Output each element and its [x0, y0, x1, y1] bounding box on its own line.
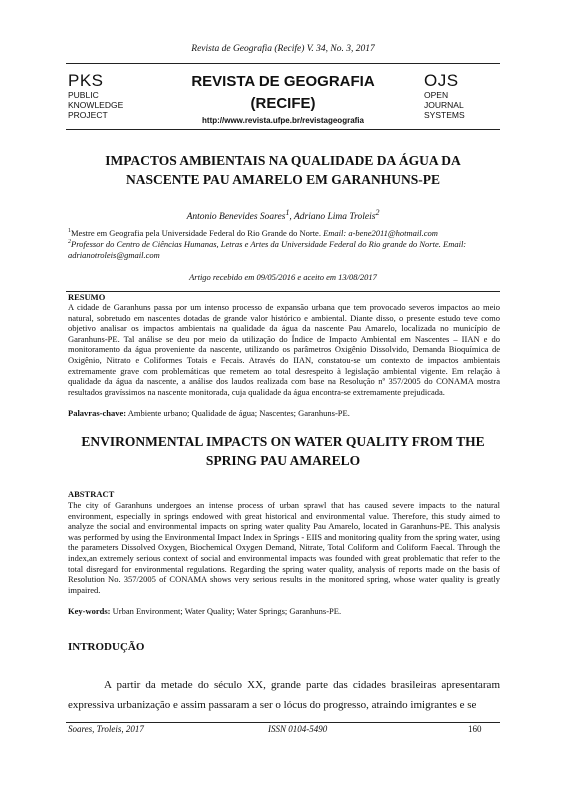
resumo-text: A cidade de Garanhuns passa por um intenso processo de expansão urbana que tem provocado severos impactos ao meio natural, sobretudo em nascentes dotadas de grande valor histórico e ambiental. Diante disso, o presente estudo teve como objetivo analisar os impactos ambientais na qualidade da água da nascente Pau Amarelo, localizada no município de Garanhuns-PE. Tal análise se deu por meio da utilização do Índice de Impacto Ambiental em Nascentes – IIAN e do monitoramento da água proveniente da nascente, utilizando os parâmetros Oxigênio Dissolvido, Demanda Bioquímica de Oxigênio, Nitrato e Coliformes Totais e Fecais. Através do IIAN, constatou-se um contexto de impactos ambientais extremamente grave com problemáticas que remetem ao total desrespeito à legislação ambiental vigente. Em relação à qualidade da água da nascente, a análise dos laudos realizada com base na Resolução nº 357/2005 do CONAMA mostra resultados gravíssimos na nascente monitorada, cuja qualidade da água encontra-se extremamente prejudicada. — [68, 302, 500, 397]
article-title-pt — [60, 151, 506, 189]
keywords-label: Key-words: — [68, 606, 111, 616]
article-title-pt-line1: IMPACTOS AMBIENTAIS NA QUALIDADE DA ÁGUA DA — [105, 153, 461, 168]
ojs-logo — [424, 72, 465, 120]
affiliation-2 — [68, 237, 500, 261]
footer-citation: Soares, Troleis, 2017 — [68, 724, 144, 734]
journal-citation: Revista de Geografia (Recife) V. 34, No. 3, 2017 — [191, 44, 375, 54]
keywords-text: Urban Environment; Water Quality; Water Springs; Garanhuns-PE. — [110, 606, 342, 616]
keywords — [68, 606, 500, 617]
received-date: Artigo recebido em 09/05/2016 e aceito em 13/08/2017 — [189, 272, 377, 282]
pkp-logo — [68, 72, 123, 120]
author-separator: , — [289, 212, 294, 223]
intro-heading: INTRODUÇÃO — [68, 641, 145, 653]
affiliation-2-marker: 2 — [68, 239, 71, 245]
authors-line — [0, 208, 566, 222]
pkp-logo-line: KNOWLEDGE — [68, 100, 124, 110]
pkp-logo-line: PROJECT — [68, 110, 108, 120]
resumo-rule — [66, 291, 500, 292]
ojs-logo-line: JOURNAL — [424, 100, 464, 110]
journal-url-link[interactable]: http://www.revista.ufpe.br/revistageografia — [202, 116, 364, 125]
journal-title — [160, 71, 406, 115]
author-1-marker: 1 — [285, 208, 290, 217]
article-title-en-line1: ENVIRONMENTAL IMPACTS ON WATER QUALITY FROM THE — [81, 434, 485, 449]
abstract-text: The city of Garanhuns undergoes an intense process of urban sprawl that has caused severe impacts to the natural environment, especially in springs endowed with great historical and environmental value. Therefore, this study aimed to analyze the social and environmental impacts on spring water quality Pau Amarelo, located in Garanhuns-PE. This analysis was performed by using the Environmental Impact Index in Springs - EIIS and monitoring quality from the spring water, using the parameters Dissolved Oxygen, Biochemical Oxygen Demand, Nitrate, Total Coliform and Coliform Faecal. Through the index,an extremely serious context of social and environmental impacts was founded with great problematic that refer to the total disregard for environmental regulations. Regarding the spring water quality, analysis of reports made on the basis of Resolution No. 357/2005 of CONAMA shows very serious results in the monitored spring, whose water quality is greatly impaired. — [68, 500, 500, 595]
affiliation-1-marker: 1 — [68, 228, 71, 234]
palavras-chave-text: Ambiente urbano; Qualidade de água; Nascentes; Garanhuns-PE. — [126, 408, 350, 418]
affiliation-1-email: Email: a-bene2011@hotmail.com — [320, 227, 438, 238]
journal-title-line2: (RECIFE) — [250, 95, 316, 112]
author-2: Adriano Lima Troleis — [293, 212, 376, 223]
page-number: 160 — [468, 724, 482, 734]
affiliation-1-text: Mestre em Geografia pela Universidade Federal do Rio Grande do Norte. — [71, 227, 321, 238]
article-title-pt-line2: NASCENTE PAU AMARELO EM GARANHUNS-PE — [125, 172, 440, 187]
ojs-logo-line: SYSTEMS — [424, 110, 465, 120]
palavras-chave-label: Palavras-chave: — [68, 408, 127, 418]
footer-issn: ISSN 0104-5490 — [268, 724, 328, 734]
article-title-en — [60, 432, 506, 470]
article-title-en-line2: SPRING PAU AMARELO — [205, 453, 361, 468]
resumo-heading: RESUMO — [68, 292, 106, 302]
footer-rule — [66, 722, 500, 723]
header-bottom-rule — [66, 129, 500, 130]
palavras-chave — [68, 408, 500, 419]
affiliation-2-text: Professor do Centro de Ciências Humanas, Letras e Artes da Universidade Federal do Rio grande do Norte. Email: adrianotroleis@gmail.com — [68, 238, 467, 260]
ojs-logo-line: OPEN — [424, 90, 449, 100]
journal-title-line1: REVISTA DE GEOGRAFIA — [191, 73, 375, 90]
author-2-marker: 2 — [375, 208, 380, 217]
pkp-logo-line: PUBLIC — [68, 90, 99, 100]
header-top-rule — [66, 63, 500, 64]
abstract-heading: ABSTRACT — [68, 489, 115, 499]
intro-paragraph: A partir da metade do século XX, grande parte das cidades brasileiras apresentaram expressiva urbanização e assim passaram a ser o lócus do progresso, atraindo imigrantes e se — [68, 679, 500, 711]
author-1: Antonio Benevides Soares — [186, 212, 286, 223]
ojs-logo-mark: OJS — [424, 71, 459, 90]
pkp-logo-mark: PKS — [68, 71, 104, 90]
